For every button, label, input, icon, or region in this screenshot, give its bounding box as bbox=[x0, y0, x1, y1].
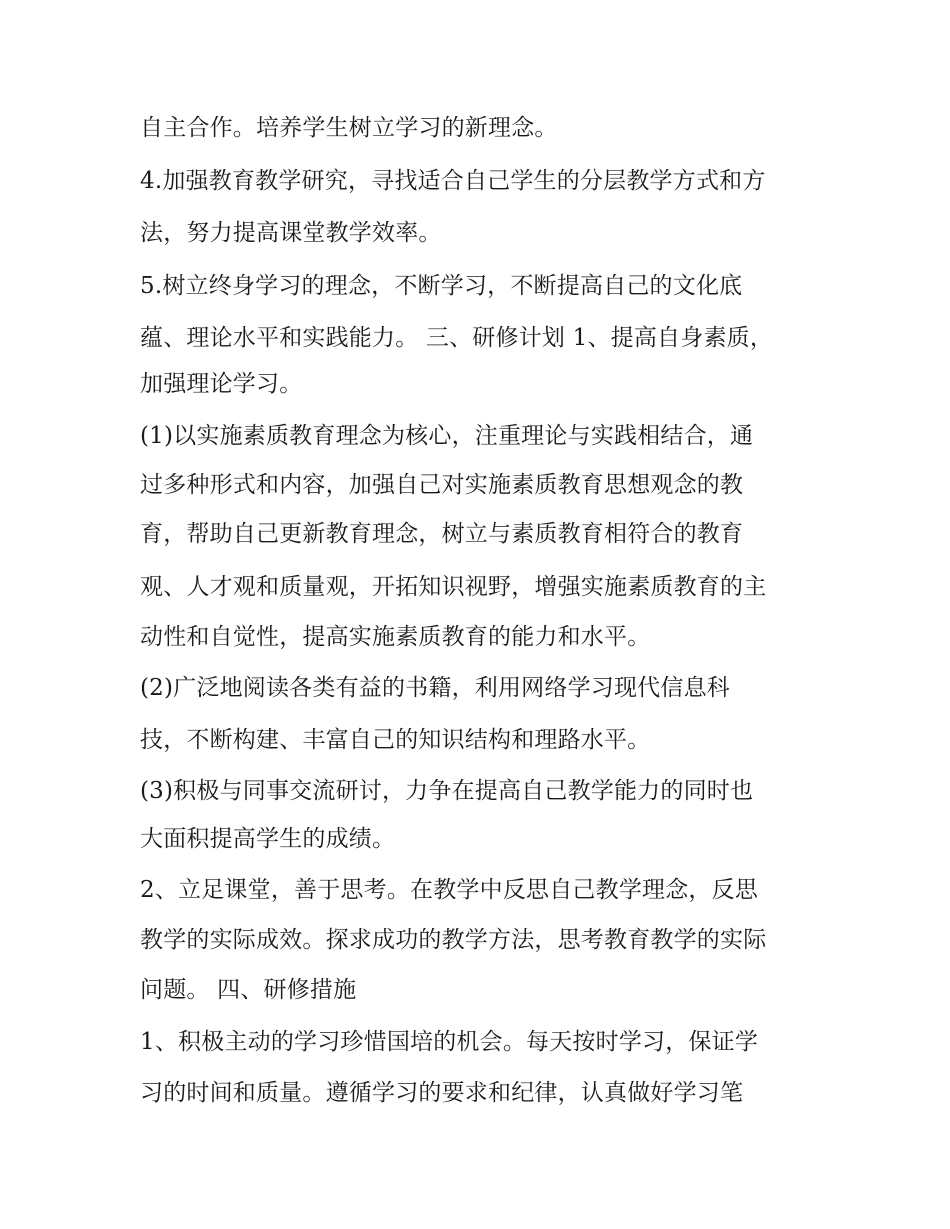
text-line: 过多种形式和内容，加强自己对实施素质教育思想观念的教 bbox=[140, 472, 744, 498]
text-line: 1、积极主动的学习珍惜国培的机会。每天按时学习，保证学 bbox=[140, 1029, 759, 1055]
text-line: 2、立足课堂，善于思考。在教学中反思自己教学理念，反思 bbox=[140, 877, 759, 903]
text-line: 观、人才观和质量观，开拓知识视野，增强实施素质教育的主 bbox=[140, 574, 767, 600]
text-line: 教学的实际成效。探求成功的教学方法，思考教育教学的实际 bbox=[140, 927, 767, 953]
text-line: 加强理论学习。 bbox=[140, 371, 303, 397]
text-line: 习的时间和质量。遵循学习的要求和纪律，认真做好学习笔 bbox=[140, 1080, 744, 1106]
text-line: 自主合作。培养学生树立学习的新理念。 bbox=[140, 115, 558, 141]
text-line: 问题。 四、研修措施 bbox=[140, 977, 357, 1003]
text-line: 育，帮助自己更新教育理念，树立与素质教育相符合的教育 bbox=[140, 521, 744, 547]
text-line: 法，努力提高课堂教学效率。 bbox=[140, 220, 442, 246]
text-line: 技，不断构建、丰富自己的知识结构和理路水平。 bbox=[140, 727, 651, 753]
text-line: 大面积提高学生的成绩。 bbox=[140, 826, 396, 852]
text-line: 5.树立终身学习的理念，不断学习，不断提高自己的文化底 bbox=[140, 273, 743, 299]
text-line: (3)积极与同事交流研讨，力争在提高自己教学能力的同时也 bbox=[140, 778, 754, 804]
text-line: (2)广泛地阅读各类有益的书籍，利用网络学习现代信息科 bbox=[140, 675, 730, 701]
text-line: 4.加强教育教学研究，寻找适合自己学生的分层教学方式和方 bbox=[140, 168, 766, 194]
text-line: (1)以实施素质教育理念为核心，注重理论与实践相结合，通 bbox=[140, 423, 754, 449]
text-line: 动性和自觉性，提高实施素质教育的能力和水平。 bbox=[140, 624, 651, 650]
text-line: 蕴、理论水平和实践能力。 三、研修计划 1、提高自身素质， bbox=[140, 325, 774, 351]
